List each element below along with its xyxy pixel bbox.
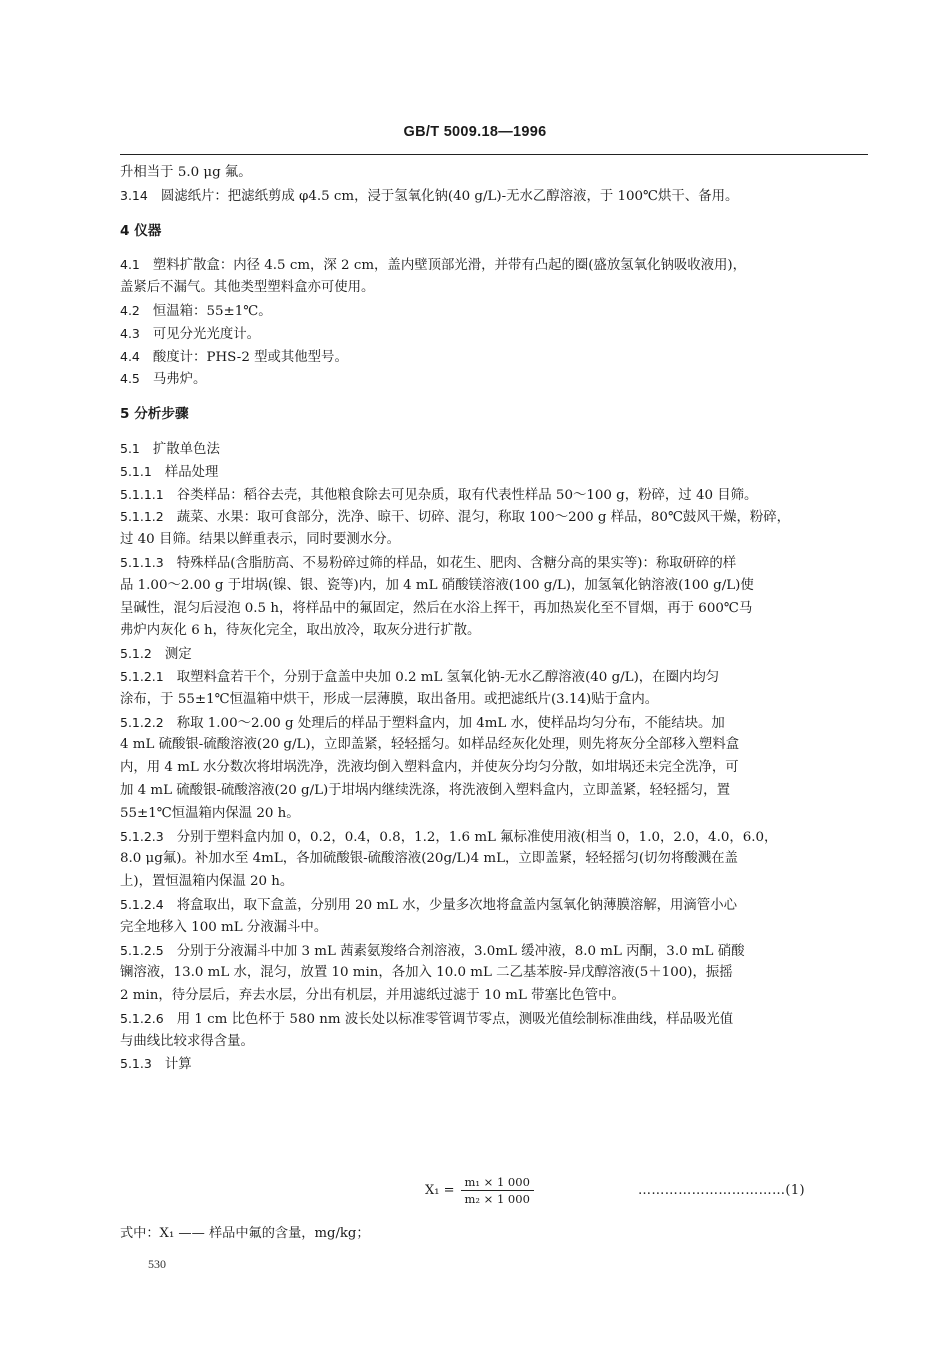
clause-text: 分别于塑料盒内加 0，0.2，0.4，0.8，1.2，1.6 mL 氟标准使用液(相当 0，1.0，2.0，4.0，6.0， (176, 829, 778, 845)
text-line (120, 185, 868, 208)
clause-text: 镧溶液，13.0 mL 水，混匀，放置 10 min，各加入 10.0 mL 二乙基苯胺-异戊醇溶液(5＋100)，振摇 (120, 965, 733, 981)
clause-text: 测定 (164, 647, 192, 663)
clause-text: 蔬菜、水果：取可食部分，洗净、晾干、切碎、混匀，称取 100～200 g 样品，80℃鼓风干燥，粉碎， (176, 510, 791, 526)
text-line (120, 438, 868, 461)
text-line (120, 300, 868, 323)
text-line (120, 277, 868, 300)
text-line (120, 643, 868, 666)
formula-denominator: m₂ × 1 000 (464, 1192, 530, 1206)
clause-text: 5 分析步骤 (120, 406, 189, 423)
clause-number: 4.1 (120, 257, 140, 273)
text-line (120, 461, 868, 484)
text-line (120, 848, 868, 871)
clause-number: 5.1.1 (120, 463, 152, 479)
clause-text: 升相当于 5.0 μg 氟。 (120, 165, 252, 180)
header-rule (120, 154, 868, 155)
clause-text: 上)，置恒温箱内保温 20 h。 (120, 874, 294, 890)
clause-text: 分别于分液漏斗中加 3 mL 茜素氨羧络合剂溶液，3.0mL 缓冲液，8.0 mL 丙酮，3.0 mL 硝酸 (176, 943, 745, 959)
clause-number: 5.1.1.1 (120, 486, 164, 502)
text-line (120, 368, 868, 391)
clause-text: 圆滤纸片：把滤纸剪成 φ4.5 cm，浸于氢氧化钠(40 g/L)-无水乙醇溶液，于 100℃烘干、备用。 (160, 188, 739, 204)
clause-number: 4.4 (120, 348, 140, 364)
clause-text: 55±1℃恒温箱内保温 20 h。 (120, 805, 300, 821)
text-line (120, 940, 868, 963)
clause-number: 5.1.2.5 (120, 942, 164, 958)
clause-text: 可见分光光度计。 (152, 326, 261, 342)
text-line (120, 894, 868, 917)
clause-text: 2 min，待分层后，弃去水层，分出有机层，并用滤纸过滤于 10 mL 带塞比色管中。 (120, 988, 625, 1004)
clause-text: 加 4 mL 硫酸银-硫酸溶液(20 g/L)于坩埚内继续洗涤，将洗液倒入塑料盒内，立即盖紧，轻轻摇匀，置 (120, 782, 730, 798)
text-line (120, 780, 868, 803)
clause-text: 称取 1.00～2.00 g 处理后的样品于塑料盒内，加 4mL 水，使样品均匀分布，不能结块。加 (176, 715, 725, 731)
clause-text: 内，用 4 mL 水分数次将坩埚洗净，洗液均倒入塑料盒内，并使灰分均匀分散，如坩埚还未完全洗净，可 (120, 760, 739, 776)
clause-number: 5.1.1.2 (120, 509, 164, 525)
formula-lhs: X₁ = (425, 1183, 455, 1198)
page-number: 530 (148, 1257, 166, 1271)
text-line (120, 323, 868, 346)
text-line (120, 734, 868, 757)
text-line (120, 254, 868, 277)
clause-text: 用 1 cm 比色杯于 580 nm 波长处以标准零管调节零点，测吸光值绘制标准曲线，样品吸光值 (176, 1011, 734, 1027)
clause-text: 马弗炉。 (152, 372, 207, 388)
clause-text: 4 仪器 (120, 222, 162, 239)
clause-number: 5.1.2.1 (120, 668, 164, 684)
text-line (120, 484, 868, 507)
text-line (120, 575, 868, 598)
text-line (120, 552, 868, 575)
clause-text: 恒温箱：55±1℃。 (152, 303, 272, 319)
text-line (120, 826, 868, 849)
clause-text: 与曲线比较求得含量。 (120, 1033, 254, 1049)
standard-header: GB/T 5009.18—1996 (403, 124, 547, 140)
formula-numerator: m₁ × 1 000 (461, 1175, 534, 1191)
clause-number: 5.1.2.4 (120, 896, 164, 912)
clause-text: 样品处理 (164, 464, 219, 480)
clause-text: 取塑料盒若干个，分别于盒盖中央加 0.2 mL 氢氧化钠-无水乙醇溶液(40 g/L)，在圈内均匀 (176, 669, 720, 685)
clause-text: 盖紧后不漏气。其他类型塑料盒亦可使用。 (120, 280, 375, 296)
clause-text: 8.0 μg氟)。补加水至 4mL，各加硫酸银-硫酸溶液(20g/L)4 mL，立即盖紧，轻轻摇匀(切勿将酸溅在盖 (120, 851, 738, 867)
clause-text: 完全地移入 100 mL 分液漏斗中。 (120, 919, 328, 935)
text-line (120, 620, 868, 643)
clause-text: 过 40 目筛。结果以鲜重表示，同时要测水分。 (120, 532, 400, 548)
clause-text: 扩散单色法 (152, 441, 220, 457)
clause-text: 谷类样品：稻谷去壳，其他粮食除去可见杂质，取有代表性样品 50～100 g，粉碎，过 40 目筛。 (176, 487, 758, 503)
text-line (120, 1031, 868, 1054)
clause-number: 3.14 (120, 187, 148, 203)
clause-number: 5.1.2 (120, 646, 152, 662)
text-line (120, 917, 868, 940)
clause-number: 4.5 (120, 371, 140, 387)
clause-text: 涂布，于 55±1℃恒温箱中烘干，形成一层薄膜，取出备用。或把滤纸片(3.14)贴于盒内。 (120, 691, 659, 707)
text-line (120, 1008, 868, 1031)
clause-text: 特殊样品(含脂肪高、不易粉碎过筛的样品，如花生、肥肉、含糖分高的果实等)：称取研碎的样 (176, 555, 737, 571)
formula-number: ……………………………(1) (638, 1183, 806, 1198)
text-line (120, 962, 868, 985)
text-line (120, 506, 868, 529)
clause-number: 5.1.1.3 (120, 554, 164, 570)
text-line (120, 162, 868, 185)
text-line (120, 803, 868, 826)
clause-number: 4.3 (120, 325, 140, 341)
clause-number: 4.2 (120, 302, 140, 318)
text-line (120, 220, 868, 243)
clause-text: 计算 (164, 1057, 192, 1073)
clause-text: 塑料扩散盒：内径 4.5 cm，深 2 cm，盖内壁顶部光滑，并带有凸起的圈(盛放氢氧化钠吸收液用)， (152, 258, 747, 274)
text-line (120, 346, 868, 369)
text-line (120, 689, 868, 712)
clause-text: 4 mL 硫酸银-硫酸溶液(20 g/L)，立即盖紧，轻轻摇匀。如样品经灰化处理，则先将灰分全部移入塑料盒 (120, 737, 740, 753)
clause-number: 5.1.3 (120, 1056, 152, 1072)
document-body (120, 162, 868, 1076)
clause-text: 品 1.00～2.00 g 于坩埚(镍、银、瓷等)内，加 4 mL 硝酸镁溶液(100 g/L)，加氢氧化钠溶液(100 g/L)使 (120, 577, 754, 593)
formula (425, 1175, 534, 1206)
clause-text: 酸度计：PHS-2 型或其他型号。 (152, 349, 348, 365)
text-line (120, 712, 868, 735)
clause-text: 将盒取出，取下盒盖，分别用 20 mL 水，少量多次地将盒盖内氢氧化钠薄膜溶解，用滴管小心 (176, 897, 737, 913)
clause-text: 弗炉内灰化 6 h，待灰化完全，取出放冷，取灰分进行扩散。 (120, 623, 481, 639)
clause-number: 5.1.2.6 (120, 1010, 164, 1026)
text-line (120, 757, 868, 780)
text-line (120, 403, 868, 426)
formula-fraction (461, 1175, 534, 1206)
text-line (120, 529, 868, 552)
text-line (120, 871, 868, 894)
clause-text: 呈碱性，混匀后浸泡 0.5 h，将样品中的氟固定，然后在水浴上挥干，再加热炭化至不冒烟，再于 600℃马 (120, 600, 753, 616)
text-line (120, 985, 868, 1008)
text-line (120, 598, 868, 621)
clause-number: 5.1.2.3 (120, 828, 164, 844)
clause-number: 5.1.2.2 (120, 714, 164, 730)
formula-legend: 式中：X₁ —— 样品中氟的含量，mg/kg； (120, 1226, 370, 1241)
text-line (120, 666, 868, 689)
clause-number: 5.1 (120, 440, 140, 456)
text-line (120, 1053, 868, 1076)
